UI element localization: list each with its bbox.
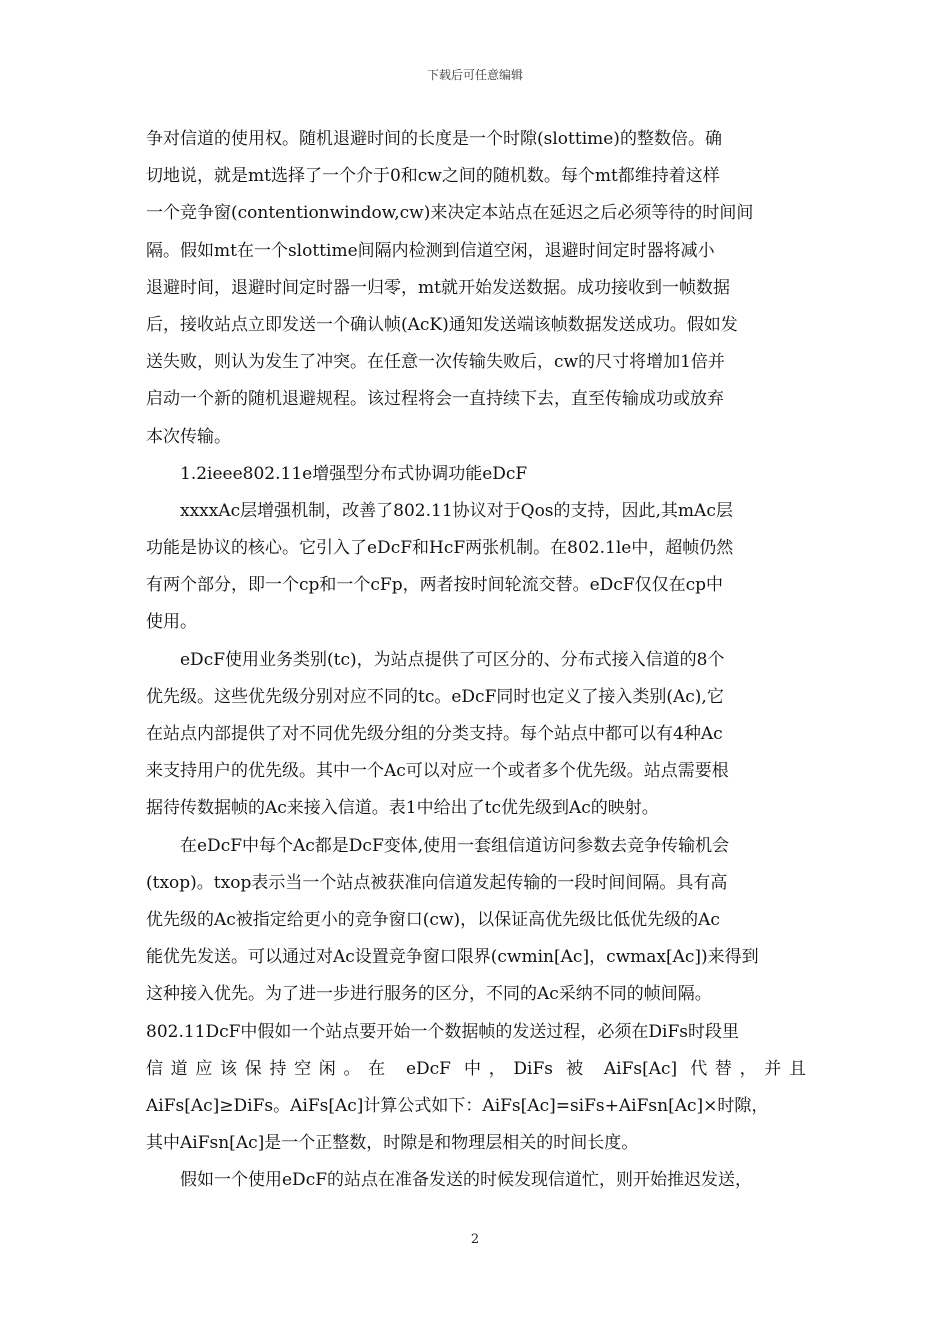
text-line: 假如一个使用eDcF的站点在准备发送的时候发现信道忙，则开始推迟发送，: [146, 1170, 753, 1191]
text-line: 信道应该保持空闲。在 eDcF 中，DiFs 被 AiFs[Ac] 代替，并且: [146, 1058, 806, 1079]
text-line: 来支持用户的优先级。其中一个Ac可以对应一个或者多个优先级。站点需要根: [146, 761, 729, 782]
text-line: 这种接入优先。为了进一步进行服务的区分，不同的Ac采纳不同的帧间隔。: [146, 984, 712, 1005]
text-line: 能优先发送。可以通过对Ac设置竞争窗口限界(cwmin[Ac]，cwmax[Ac])来得到: [146, 947, 759, 968]
text-line: 优先级的Ac被指定给更小的竞争窗口(cw)，以保证高优先级比低优先级的Ac: [146, 909, 720, 930]
text-line: 送失败，则认为发生了冲突。在任意一次传输失败后，cw的尺寸将增加1倍并: [146, 352, 725, 373]
text-line: 本次传输。: [146, 426, 231, 447]
text-line: 使用。: [146, 612, 197, 633]
document-body: [146, 121, 806, 1199]
text-line: 争对信道的使用权。随机退避时间的长度是一个时隙(slottime)的整数倍。确: [146, 129, 722, 149]
text-line: (txop)。txop表示当一个站点被获准向信道发起传输的一段时间间隔。具有高: [146, 872, 728, 893]
text-line: 后，接收站点立即发送一个确认帧(AcK)通知发送端该帧数据发送成功。假如发: [146, 314, 738, 335]
section-heading: 1.2ieee802.11e增强型分布式协调功能eDcF: [146, 463, 528, 484]
text-line: AiFs[Ac]≥DiFs。AiFs[Ac]计算公式如下：AiFs[Ac]=siFs+AiFsn[Ac]×时隙，: [146, 1095, 769, 1116]
text-line: 优先级。这些优先级分别对应不同的tc。eDcF同时也定义了接入类别(Ac),它: [146, 686, 724, 707]
text-line: 802.11DcF中假如一个站点要开始一个数据帧的发送过程，必须在DiFs时段里: [146, 1021, 740, 1042]
text-line: 切地说，就是mt选择了一个介于0和cw之间的随机数。每个mt都维持着这样: [146, 166, 720, 187]
text-line: 隔。假如mt在一个slottime间隔内检测到信道空闲，退避时间定时器将减小: [146, 240, 715, 261]
text-line: 在eDcF中每个Ac都是DcF变体,使用一套组信道访问参数去竞争传输机会: [146, 835, 730, 856]
page-header: 下载后可任意编辑: [426, 68, 523, 82]
text-line: 启动一个新的随机退避规程。该过程将会一直持续下去，直至传输成功或放弃: [146, 389, 724, 410]
text-line: 其中AiFsn[Ac]是一个正整数，时隙是和物理层相关的时间长度。: [146, 1133, 639, 1154]
page-number: 2: [470, 1232, 480, 1247]
text-line: 据待传数据帧的Ac来接入信道。表1中给出了tc优先级到Ac的映射。: [146, 798, 659, 819]
text-line: 在站点内部提供了对不同优先级分组的分类支持。每个站点中都可以有4种Ac: [146, 724, 723, 744]
text-line: 退避时间，退避时间定时器一归零，mt就开始发送数据。成功接收到一帧数据: [146, 277, 730, 298]
text-line: 有两个部分，即一个cp和一个cFp，两者按时间轮流交替。eDcF仅仅在cp中: [146, 575, 724, 596]
text-line: xxxxAc层增强机制，改善了802.11协议对于Qos的支持，因此,其mAc层: [146, 500, 733, 521]
text-line: 一个竞争窗(contentionwindow,cw)来决定本站点在延迟之后必须等待的时间间: [146, 203, 754, 224]
text-line: 功能是协议的核心。它引入了eDcF和HcF两张机制。在802.1le中，超帧仍然: [146, 538, 734, 559]
text-line: eDcF使用业务类别(tc)，为站点提供了可区分的、分布式接入信道的8个: [146, 649, 725, 670]
